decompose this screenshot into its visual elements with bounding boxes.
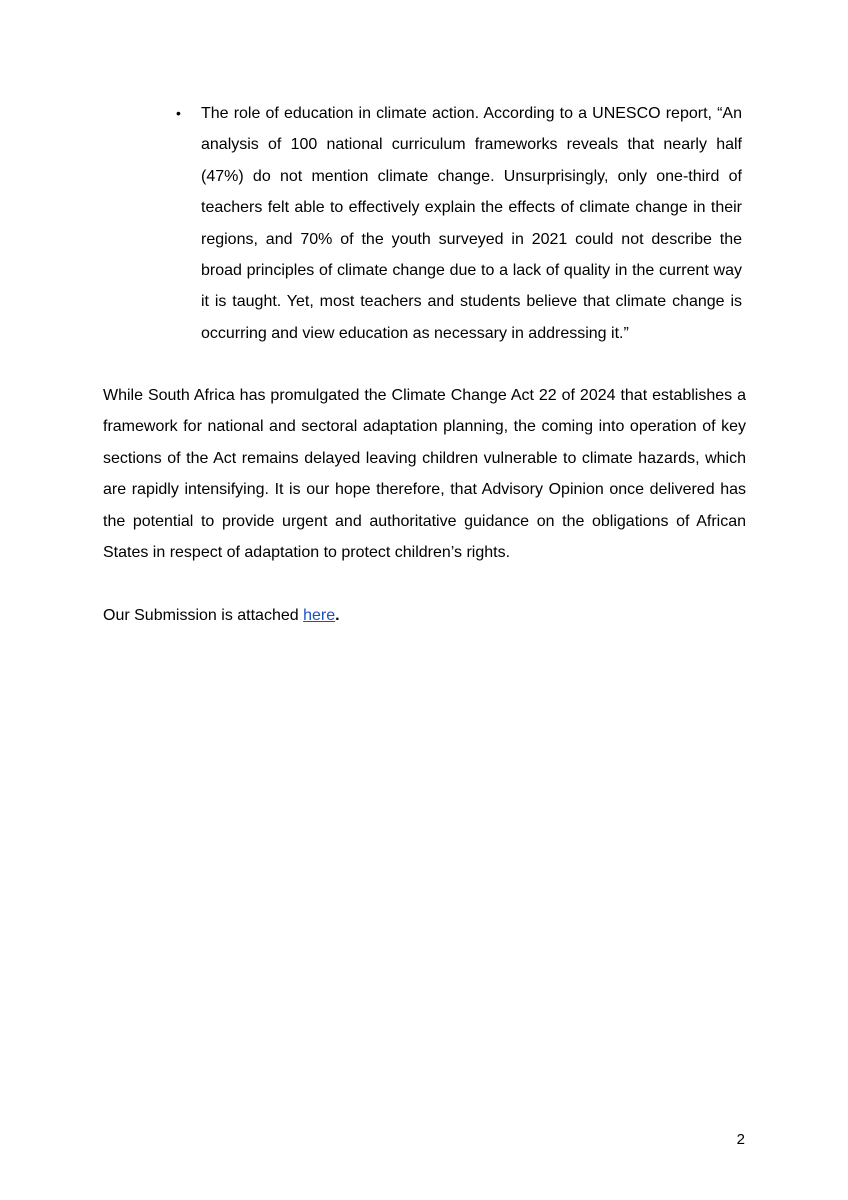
bullet-list-item — [176, 98, 746, 349]
page-number: 2 — [736, 1131, 745, 1148]
bullet-text: The role of education in climate action. According to a UNESCO report, “An analysis of 100 national curriculum frameworks reveals that nearly half (47%) do not mention climate change. Unsurprisingly, only one-third of teachers felt able to effectively explain the effects of climate change in their regions, and 70% of the youth surveyed in 2021 could not describe the broad principles of climate change due to a lack of quality in the current way it is taught. Yet, most teachers and students believe that climate change is occurring and view education as necessary in addressing it.” — [201, 105, 742, 342]
submission-prefix: Our Submission is attached — [103, 607, 304, 624]
submission-suffix: . — [335, 607, 340, 624]
body-paragraph: While South Africa has promulgated the Climate Change Act 22 of 2024 that establishes a framework for national and sectoral adaptation planning, the coming into operation of key sections of the Act remains delayed leaving children vulnerable to climate hazards, which are rapidly intensifying. It is our hope therefore, that Advisory Opinion once delivered has the potential to provide urgent and authoritative guidance on the obligations of African States in respect of adaptation to protect children’s rights. — [103, 387, 746, 562]
submission-line — [103, 600, 746, 631]
submission-link[interactable]: here — [303, 607, 336, 624]
bullet-icon: • — [176, 105, 181, 121]
